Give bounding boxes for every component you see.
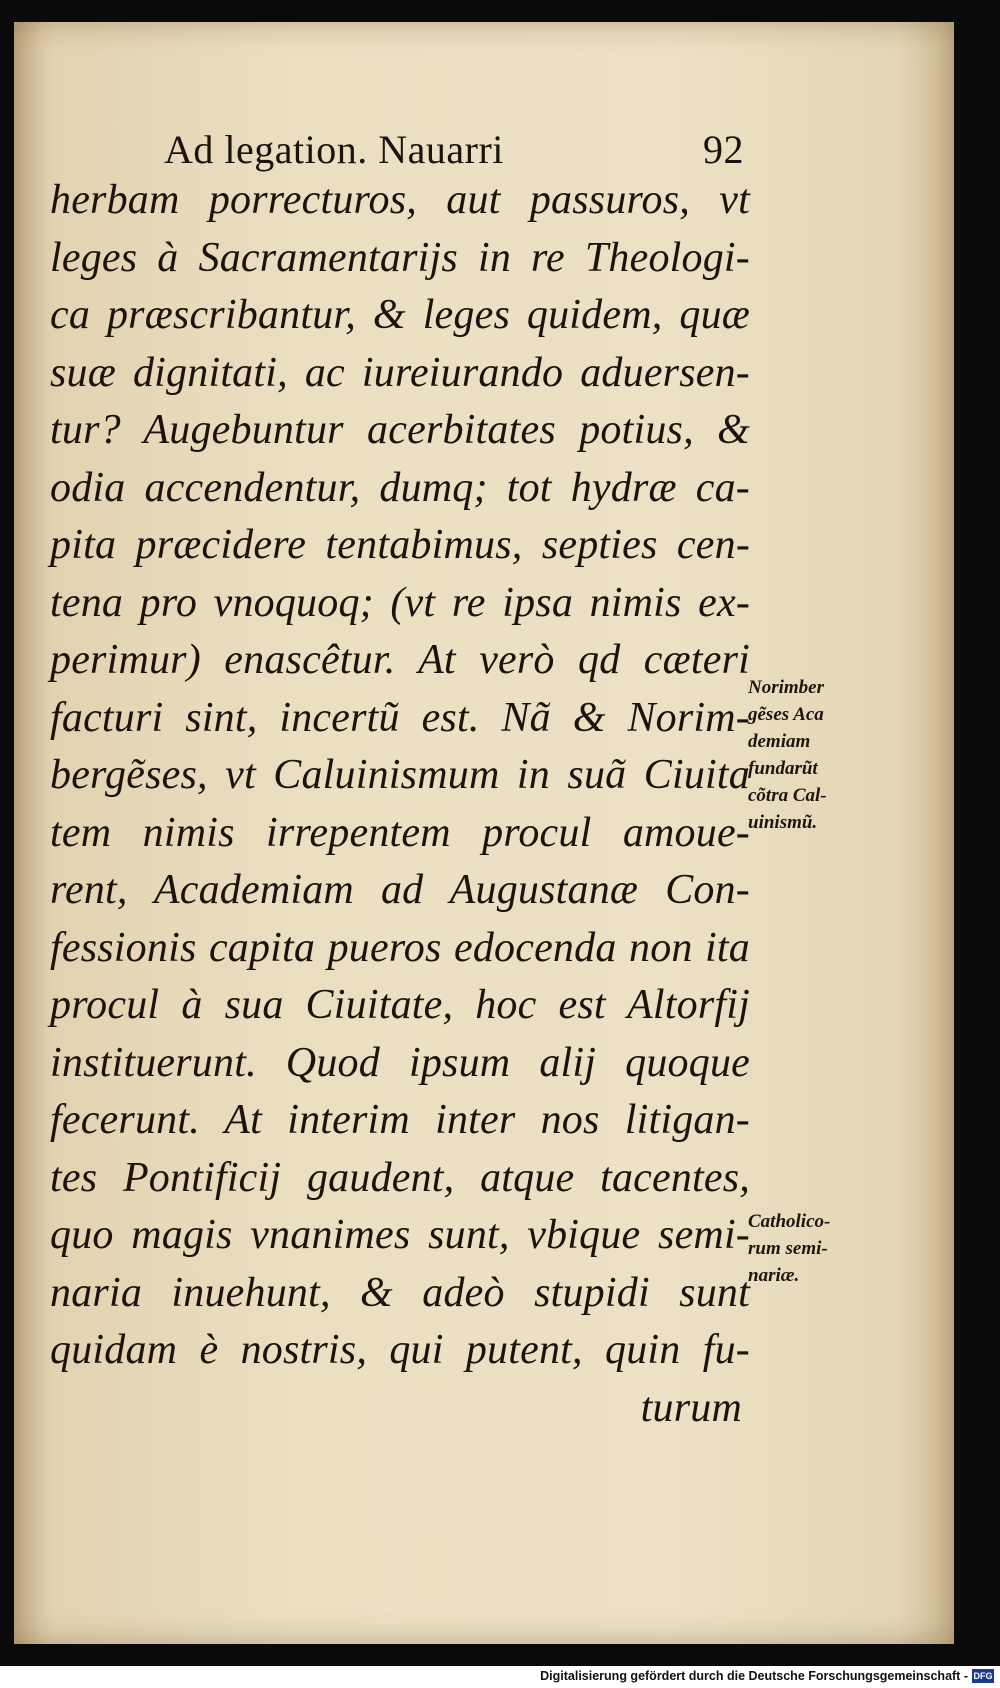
text-line: instituerunt. Quod ipsum alij quoque (50, 1039, 750, 1086)
text-line: quo magis vnanimes sunt, vbique semi- (50, 1212, 750, 1258)
text-line: rent, Academiam ad Augustanæ Con- (50, 867, 750, 913)
body-text (50, 172, 750, 1437)
text-line: tem nimis irrepentem procul amoue- (50, 809, 750, 856)
margin-note-line: Norimber (748, 677, 824, 698)
margin-note (748, 674, 878, 836)
text-line: pita præcidere tentabimus, septies cen- (50, 522, 750, 568)
text-line: herbam porrecturos, aut passuros, vt (50, 177, 750, 223)
margin-note-line: demiam (748, 731, 811, 752)
catchword: turum (640, 1384, 742, 1431)
page-number: 92 (703, 127, 744, 172)
funding-credit: Digitalisierung gefördert durch die Deutsche Forschungsgemeinschaft - (540, 1669, 968, 1683)
margin-note-line: Catholico- (748, 1211, 831, 1232)
text-line: tes Pontificij gaudent, atque tacentes, (50, 1154, 750, 1201)
margin-note-line: nariæ. (748, 1265, 800, 1286)
running-title: Ad legation. Nauarri (164, 127, 504, 172)
text-line: fecerunt. At interim inter nos litigan- (50, 1097, 750, 1143)
text-line: procul à sua Ciuitate, hoc est Altorfij (50, 982, 750, 1028)
text-line: tena pro vnoquoq; (vt re ipsa nimis ex- (50, 579, 750, 626)
text-line: leges à Sacramentarijs in re Theologi- (50, 234, 750, 281)
dfg-logo: DFG (973, 1671, 993, 1681)
text-line: fessionis capita pueros edocenda non ita (50, 924, 750, 971)
digitization-footer (0, 1666, 1000, 1688)
margin-note-line: rum semi- (748, 1238, 828, 1259)
margin-note-line: uinismũ. (748, 812, 818, 833)
text-line: quidam è nostris, qui putent, quin fu- (50, 1327, 750, 1373)
margin-note-line: cõtra Cal- (748, 785, 827, 806)
margin-note (748, 1208, 878, 1289)
text-line: facturi sint, incertũ est. Nã & Norim- (50, 694, 750, 741)
text-line: ca præscribantur, & leges quidem, quæ (50, 292, 750, 338)
text-line: tur? Augebuntur acerbitates potius, & (50, 407, 750, 453)
text-line: odia accendentur, dumq; tot hydræ ca- (50, 464, 750, 511)
book-page (14, 22, 954, 1644)
margin-note-line: gẽses Aca (748, 704, 824, 725)
text-line: perimur) enascêtur. At verò qd cæteri (50, 637, 750, 683)
text-line: suæ dignitati, ac iureiurando aduersen- (50, 349, 750, 396)
margin-note-line: fundarũt (748, 758, 818, 779)
text-line: bergẽses, vt Caluinismum in suã Ciuita (50, 752, 750, 798)
text-line: naria inuehunt, & adeò stupidi sunt (50, 1269, 750, 1316)
